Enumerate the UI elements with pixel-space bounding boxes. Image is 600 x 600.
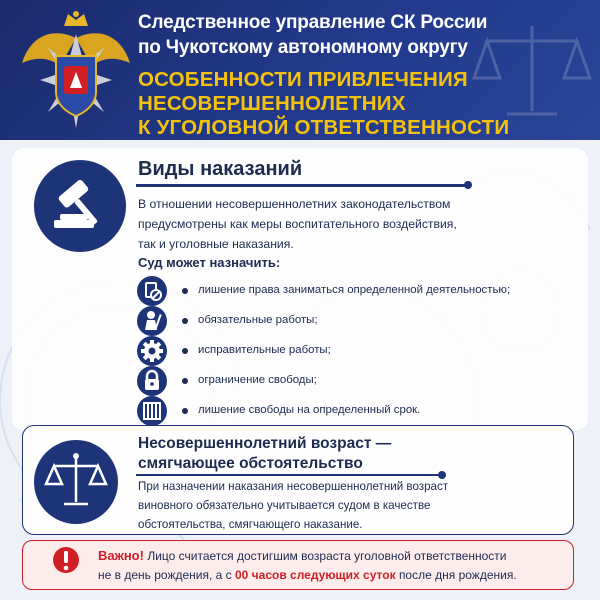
intro-line2: предусмотрены как меры воспитательного воздействия,	[138, 217, 457, 231]
scales-watermark-icon	[472, 16, 592, 126]
notice-highlight: 00 часов следующих суток	[235, 568, 396, 582]
gear-icon	[137, 336, 167, 366]
header-banner	[0, 0, 600, 140]
prison-bars-icon	[137, 396, 167, 426]
list-bullet	[182, 348, 188, 354]
punishment-item-text: лишение права заниматься определенной деятельностью;	[198, 284, 511, 296]
org-name-line2: по Чукотскому автономному округу	[138, 37, 468, 58]
notice-text-end: после дня рождения.	[398, 568, 517, 582]
list-bullet	[182, 378, 188, 384]
age-text-line3: обстоятельства, смягчающего наказание.	[138, 518, 363, 531]
title-underline	[136, 184, 466, 187]
worker-shovel-icon	[137, 306, 167, 336]
gavel-icon	[34, 160, 126, 252]
padlock-icon	[137, 366, 167, 396]
page-title-line2: НЕСОВЕРШЕННОЛЕТНИХ	[138, 92, 406, 115]
punishment-item-text: обязательные работы;	[198, 314, 318, 326]
punishments-intro	[138, 194, 457, 254]
punishments-title: Виды наказаний	[138, 158, 303, 180]
notice-line2	[98, 568, 517, 582]
important-label: Важно!	[98, 548, 144, 563]
punishment-item-text: лишение свободы на определенный срок.	[198, 404, 421, 416]
page-title-line3: К УГОЛОВНОЙ ОТВЕТСТВЕННОСТИ	[138, 116, 510, 139]
list-bullet	[182, 408, 188, 414]
punishment-item-text: исправительные работы;	[198, 344, 331, 356]
court-may-label: Суд может назначить:	[138, 255, 281, 270]
no-entry-document-icon	[137, 276, 167, 306]
list-bullet	[182, 318, 188, 324]
age-title-line2: смягчающее обстоятельство	[138, 455, 363, 472]
age-text-line2: виновного обязательно учитывается судом в качестве	[138, 499, 431, 512]
age-description	[138, 477, 448, 534]
exclamation-icon	[52, 542, 80, 582]
notice-text: Лицо считается достигшим возраста уголовной ответственности	[147, 549, 507, 563]
org-name-line1: Следственное управление СК России	[138, 12, 488, 33]
intro-line1: В отношении несовершеннолетних законодательством	[138, 197, 451, 211]
age-title-line1: Несовершеннолетний возраст —	[138, 435, 392, 452]
punishment-item-text: ограничение свободы;	[198, 374, 317, 386]
notice-text-start: не в день рождения, а с	[98, 568, 232, 582]
notice-line1	[98, 548, 507, 563]
intro-line3: так и уголовные наказания.	[138, 237, 294, 251]
page-title-line1: ОСОБЕННОСТИ ПРИВЛЕЧЕНИЯ	[138, 68, 468, 91]
underline-dot	[464, 181, 472, 189]
age-text-line1: При назначении наказания несовершеннолетний возраст	[138, 480, 449, 493]
investigative-committee-emblem-icon	[20, 8, 132, 136]
scales-of-justice-icon	[34, 440, 118, 524]
list-bullet	[182, 288, 188, 294]
title-underline	[136, 474, 440, 476]
